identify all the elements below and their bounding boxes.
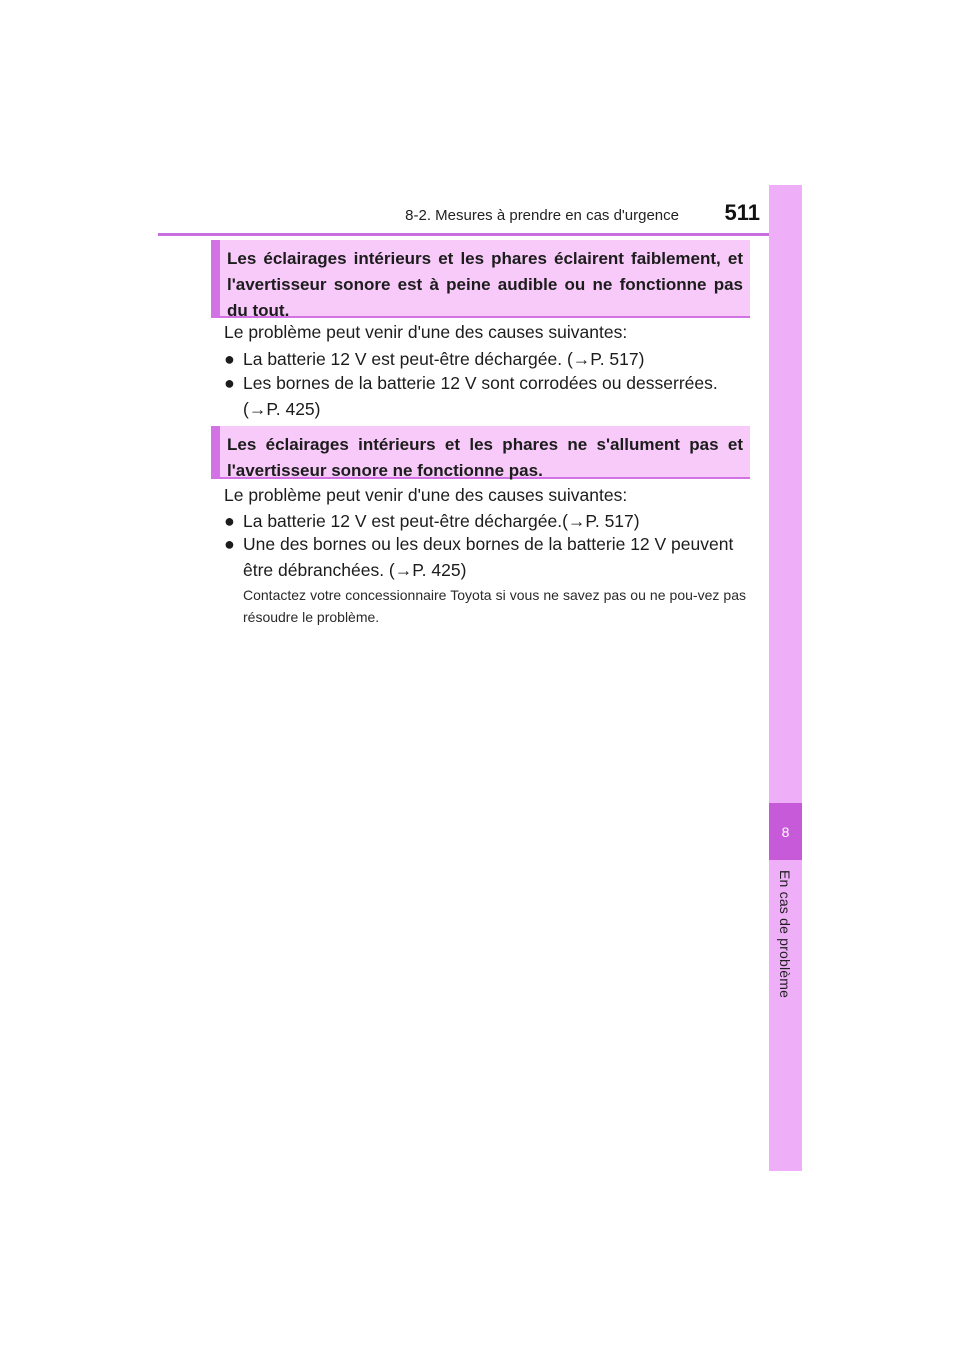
chapter-number-box[interactable] [769, 803, 802, 860]
section1-bullet [224, 370, 749, 422]
section2-intro: Le problème peut venir d'une des causes suivantes: [224, 485, 628, 505]
bullet-text: La batterie 12 V est peut-être déchargée. (→P. 517) [243, 349, 645, 369]
page-number: 511 [724, 200, 760, 225]
section1-bullet [224, 346, 749, 372]
section1-heading: Les éclairages intérieurs et les phares éclairent faiblement, et l'avertisseur sonore est à peine audible ou ne fonctionne pas du tout. [211, 240, 750, 318]
bullet-text: La batterie 12 V est peut-être déchargée.(→P. 517) [243, 511, 640, 531]
bullet-dot-icon: ● [224, 534, 235, 554]
bullet-text: Une des bornes ou les deux bornes de la batterie 12 V peuvent être débranchées. (→P. 425) [243, 534, 734, 580]
chapter-number: 8 [781, 823, 790, 840]
section2-heading: Les éclairages intérieurs et les phares ne s'allument pas et l'avertisseur sonore ne fonctionne pas. [211, 426, 750, 479]
side-tab [769, 185, 802, 1171]
section2-note: Contactez votre concessionnaire Toyota si vous ne savez pas ou ne pou-vez pas résoudre le problème. [243, 587, 746, 625]
section1-intro: Le problème peut venir d'une des causes suivantes: [224, 322, 628, 342]
header-rule [158, 233, 802, 236]
section2-bullet [224, 531, 749, 583]
bullet-dot-icon: ● [224, 373, 235, 393]
chapter-label-box [769, 870, 802, 1010]
header-section-title: 8-2. Mesures à prendre en cas d'urgence [405, 207, 679, 224]
chapter-label: En cas de problème [777, 870, 793, 999]
bullet-dot-icon: ● [224, 349, 235, 369]
bullet-dot-icon: ● [224, 511, 235, 531]
bullet-text: Les bornes de la batterie 12 V sont corrodées ou desserrées. (→P. 425) [243, 373, 718, 419]
